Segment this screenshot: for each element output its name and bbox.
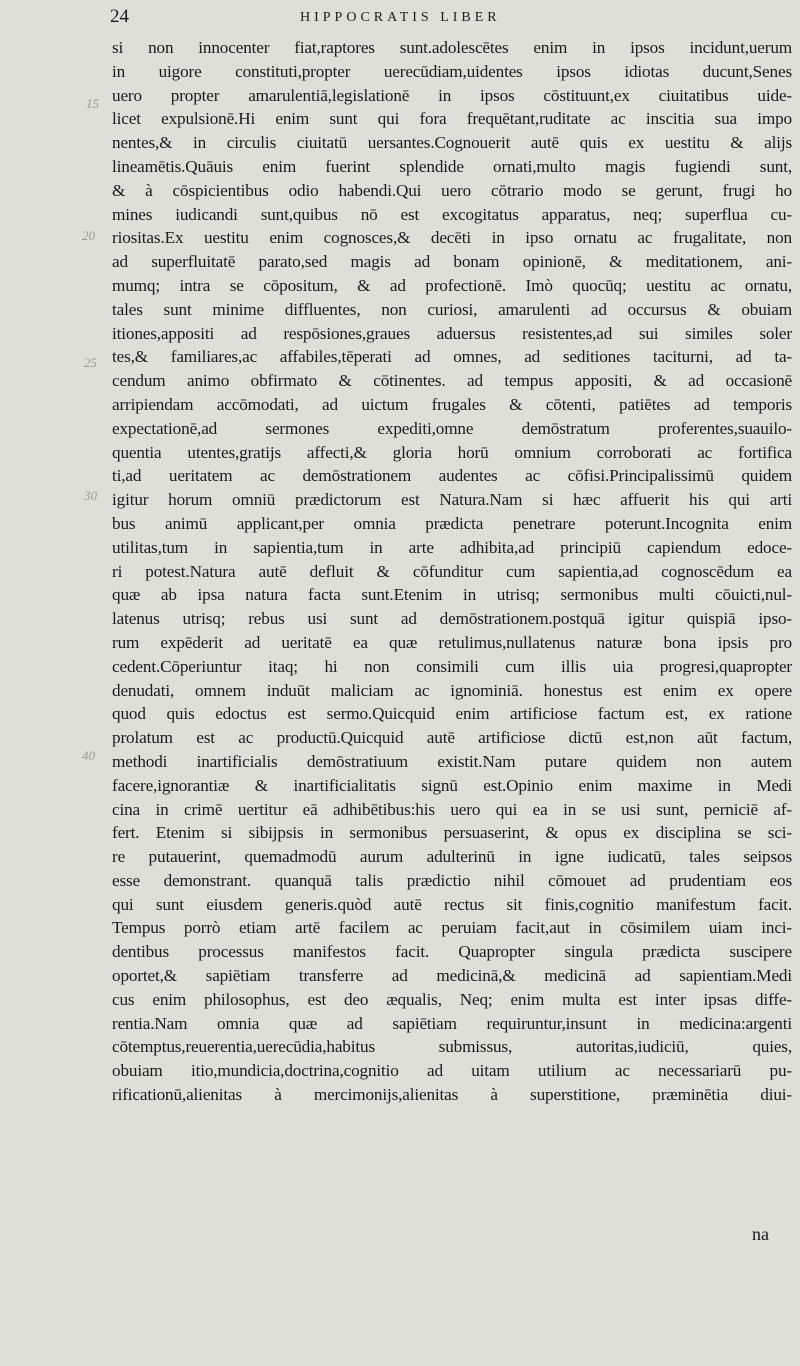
text-line: dentibus processus manifestos facit. Quapropter singula prædicta suscipere [112,942,792,962]
page-header [0,6,800,32]
text-line: denudati, omnem induūt maliciam ac ignominiā. honestus est enim ex opere [112,680,792,700]
text-line: lineamētis.Quāuis enim fuerint splendide ornati,multo magis fugiendi sunt, [112,156,792,176]
body-text [112,36,792,1107]
text-line: & à cōspicientibus odio habendi.Qui uero cōtrario modo se gerunt, frugi ho [112,180,792,200]
text-line: latenus utrisq; rebus usi sunt ad demōstrationem.postquā igitur quispiā ipso- [112,609,792,629]
text-line: mumq; intra se cōpositum, & ad profectionē. Imò quocūq; uestitu ac ornatu, [112,275,792,295]
margin-note: 20 [82,228,95,243]
text-line: ad superfluitatē parato,sed magis ad bonam opinionē, & meditationem, ani- [112,252,792,272]
text-line: cōtemptus,reuerentia,uerecūdia,habitus submissus, autoritas,iudiciū, quies, [112,1037,792,1057]
text-line: Tempus porrò etiam artē facilem ac peruiam facit,aut in cōsimilem uiam inci- [112,918,792,938]
margin-note: 15 [86,96,99,111]
running-head: HIPPOCRATIS LIBER [300,10,501,25]
text-line: rentia.Nam omnia quæ ad sapiētiam requiruntur,insunt in medicina:argenti [112,1013,792,1033]
text-line: nentes,& in circulis ciuitatū uersantes.Cognouerit autē quis ex uestitu & alijs [112,133,792,153]
text-line: ti,ad ueritatem ac demōstrationem audentes ac cōfisi.Principalissimū quidem [112,466,792,486]
text-line: facere,ignorantiæ & inartificialitatis signū est.Opinio enim maxime in Medi [112,775,792,795]
text-line: cus enim philosophus, est deo æqualis, Neq; enim multa est inter ipsas diffe- [112,989,792,1009]
text-line: tales sunt minime diffluentes, non curiosi, amarulenti ad occursus & obuiam [112,299,792,319]
text-line: cedent.Cōperiuntur itaq; hi non consimili cum illis uia progresi,quapropter [112,656,792,676]
page-number: 24 [110,6,129,27]
text-line: igitur horum omniū prædictorum est Natura.Nam si hæc affuerit his qui arti [112,490,792,510]
text-line: re putauerint, quemadmodū aurum adulterinū in igne iudicatū, tales seipsos [112,847,792,867]
text-line: utilitas,tum in sapientia,tum in arte adhibita,ad principiū capiendum edoce- [112,537,792,557]
text-line: qui sunt eiusdem generis.quòd autē rectus sit finis,cognitio manifestum facit. [112,894,792,914]
text-line: obuiam itio,mundicia,doctrina,cognitio ad uitam utilium ac necessariarū pu- [112,1061,792,1081]
margin-note: 25 [84,355,97,370]
text-line: methodi inartificialis demōstratiuum existit.Nam putare quidem non autem [112,751,792,771]
text-line: rificationū,alienitas à mercimonijs,alienitas à superstitione, præminētia diui- [112,1085,792,1105]
text-line: licet expulsionē.Hi enim sunt qui fora frequētant,ruditate ac inscitia sua impo [112,109,792,129]
text-line: si non innocenter fiat,raptores sunt.adolescētes enim in ipsos incidunt,uerum [112,38,792,57]
text-line: cina in crimē uertitur eā adhibētibus:his uero qui ea in se usi sunt, perniciē af- [112,799,792,819]
catchword: na [752,1224,769,1244]
text-line: riositas.Ex uestitu enim cognosces,& decēti in ipso ornatu ac frugalitate, non [112,228,792,248]
text-line: arripiendam accōmodati, ad uictum frugales & cōtenti, patiētes ad temporis [112,394,792,414]
text-line: cendum animo obfirmato & cōtinentes. ad tempus appositi, & ad occasionē [112,371,792,391]
margin-note: 30 [84,488,97,503]
text-line: in uigore constituti,propter uerecūdiam,uidentes ipsos idiotas ducunt,Senes [112,61,792,81]
text-line: fert. Etenim si sibijpsis in sermonibus persuaserint, & opus ex disciplina se sci- [112,823,792,843]
text-line: bus animū applicant,per omnia prædicta penetrare poterunt.Incognita enim [112,513,792,533]
text-line: ri potest.Natura autē defluit & cōfunditur cum sapientia,ad cognoscēdum ea [112,561,792,581]
margin-note: 40 [82,748,95,763]
text-line: quod quis edoctus est sermo.Quicquid enim artificiose factum est, ex ratione [112,704,792,724]
text-line: prolatum est ac productū.Quicquid autē artificiose dictū est,non aūt factum, [112,728,792,748]
text-line: tes,& familiares,ac affabiles,tēperati ad omnes, ad seditiones taciturni, ad ta- [112,347,792,367]
text-line: quæ ab ipsa natura facta sunt.Etenim in utrisq; sermonibus multi cōuicti,nul- [112,585,792,605]
text-line: itiones,appositi ad respōsiones,graues aduersus resistentes,ad sui similes soler [112,323,792,343]
text-line: quentia utentes,gratijs affecti,& gloria horū omnium corroborati ac fortifica [112,442,792,462]
text-line: rum expēderit ad ueritatē ea quæ retulimus,nullatenus naturæ bona ipsis pro [112,632,792,652]
text-line: oportet,& sapiētiam transferre ad medicinā,& medicinā ad sapientiam.Medi [112,966,792,986]
text-line: esse demonstrant. quanquā talis prædictio nihil cōmouet ad prudentiam eos [112,870,792,890]
text-line: mines iudicandi sunt,quibus nō est excogitatus apparatus, neq; superflua cu- [112,204,792,224]
text-line: uero propter amarulentiā,legislationē in ipsos cōstituunt,ex ciuitatibus uide- [112,85,792,105]
text-line: expectationē,ad sermones expediti,omne demōstratum proferentes,suauilo- [112,418,792,438]
